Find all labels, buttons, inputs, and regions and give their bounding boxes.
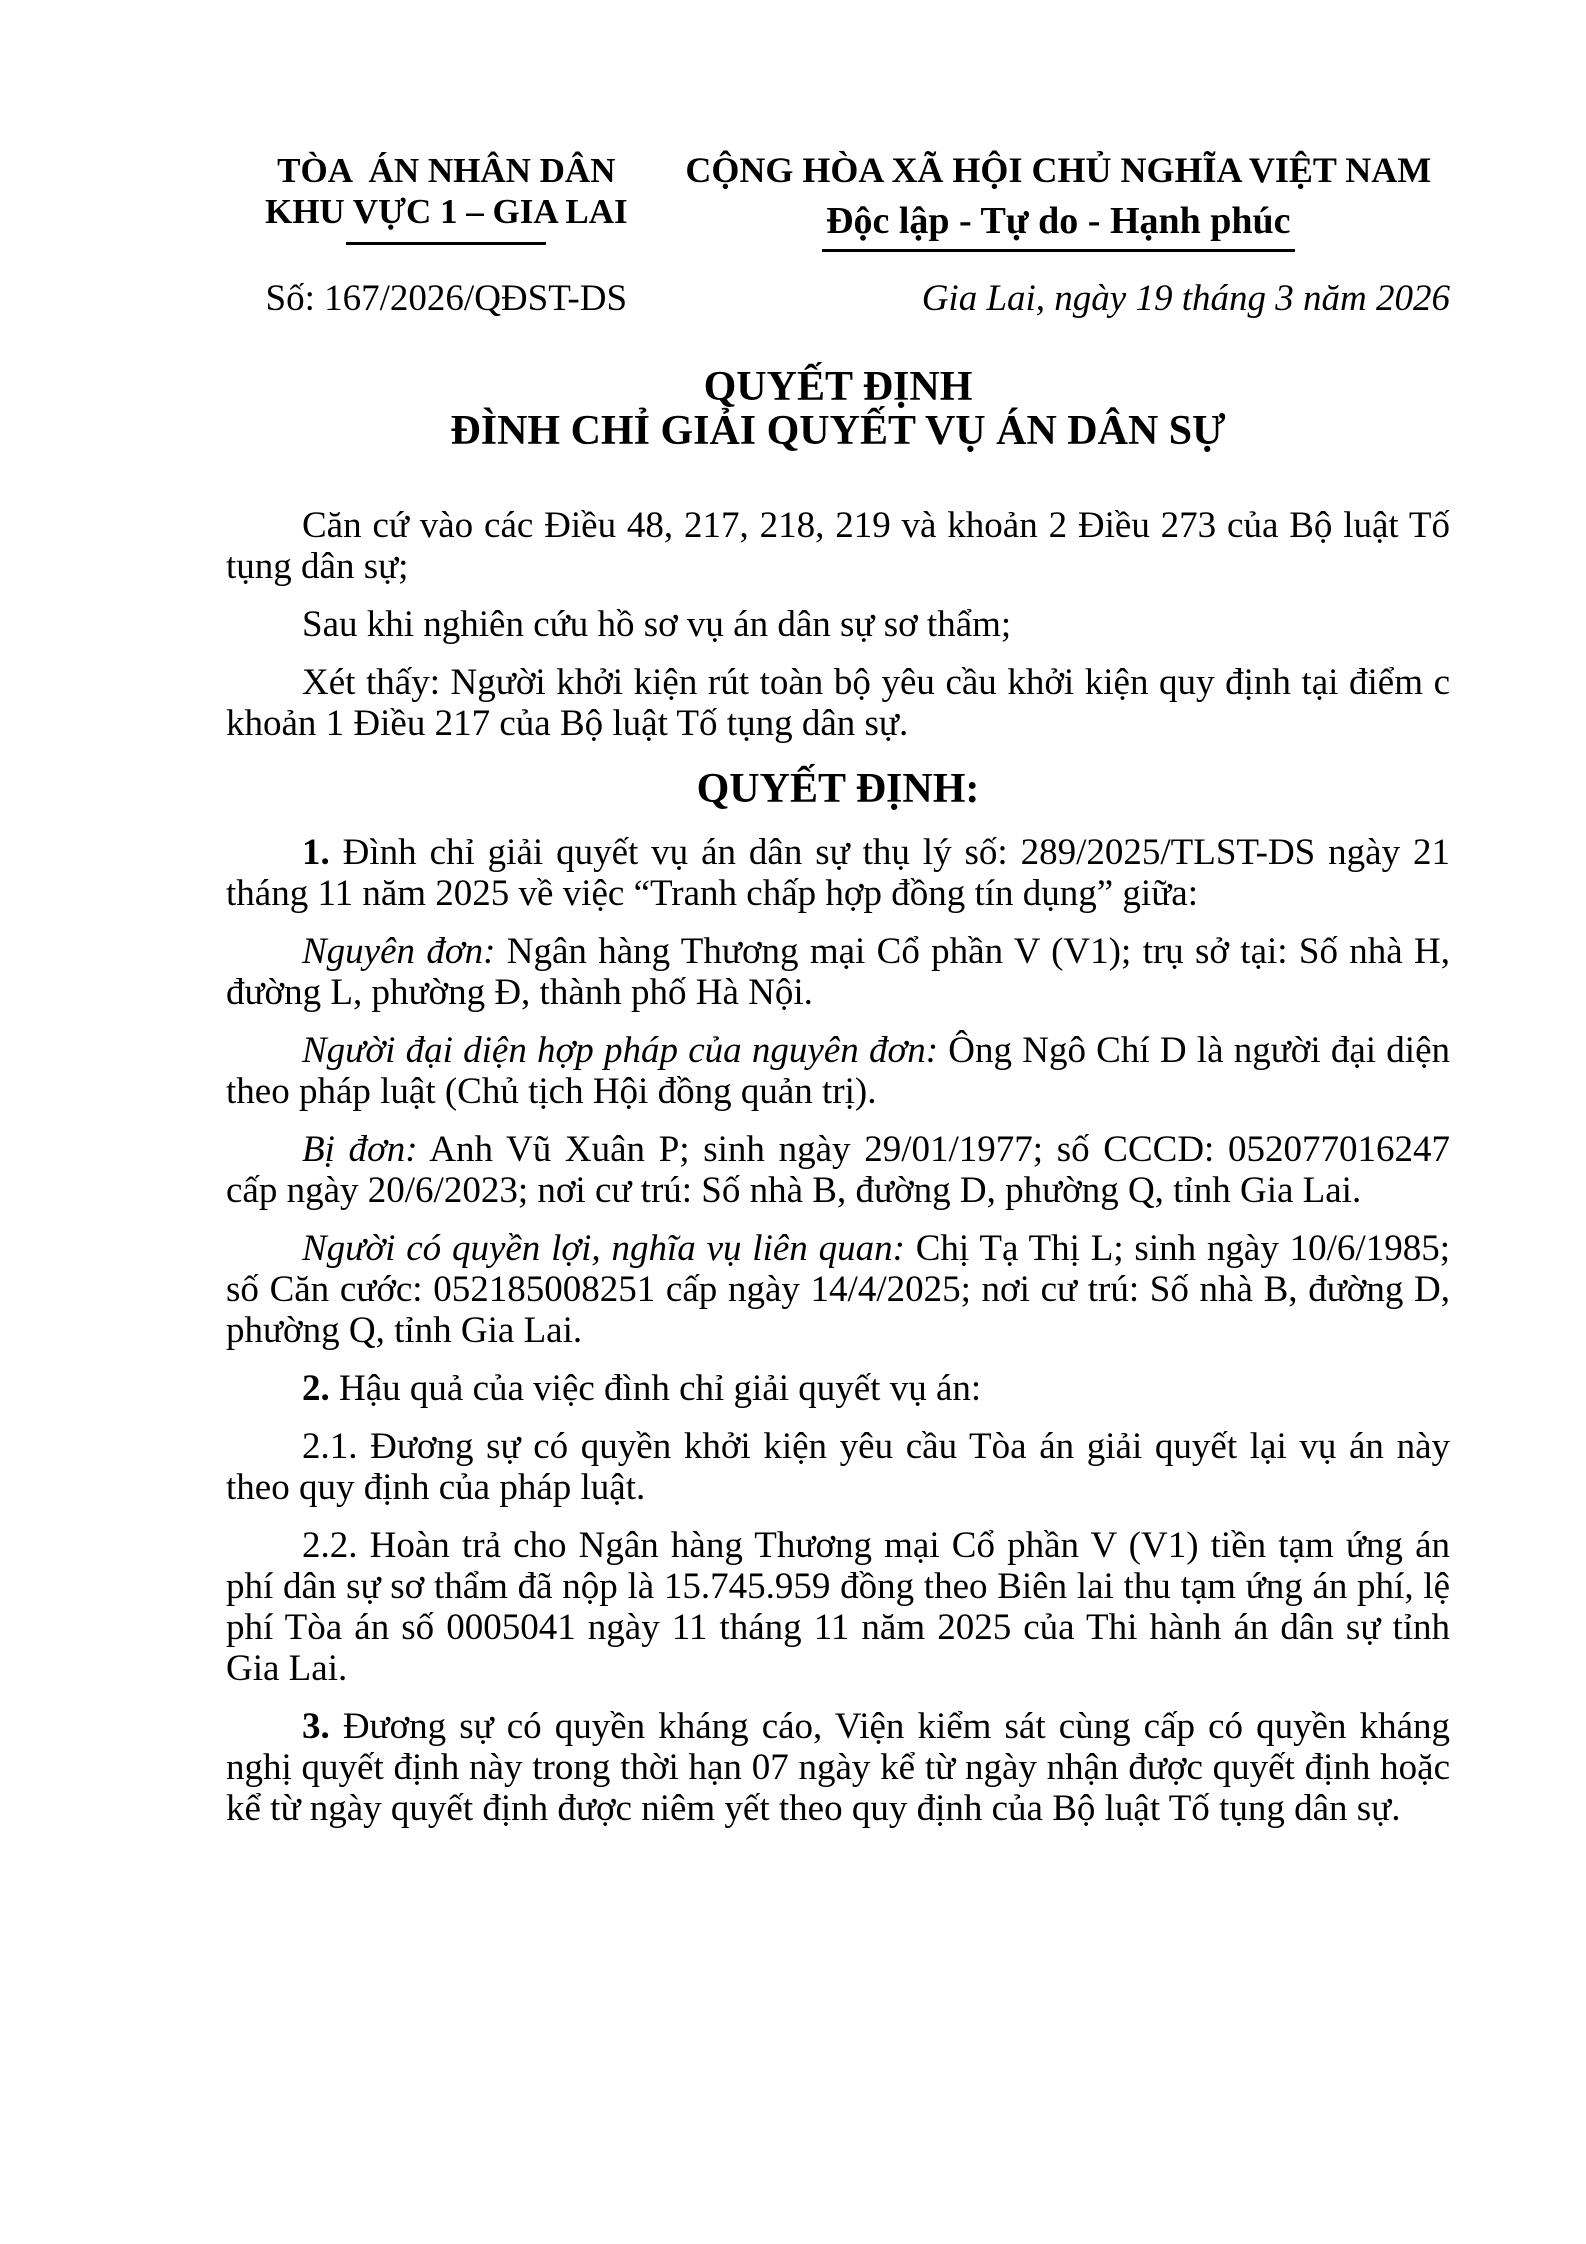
preamble-paragraph-1: Căn cứ vào các Điều 48, 217, 218, 219 và khoản 2 Điều 273 của Bộ luật Tố tụng dân sự; bbox=[226, 505, 1450, 587]
header-meta-row bbox=[226, 278, 1450, 319]
document-title bbox=[226, 365, 1450, 453]
decision-item-3 bbox=[226, 1706, 1450, 1829]
national-motto: Độc lập - Tự do - Hạnh phúc bbox=[822, 199, 1295, 252]
representative-paragraph bbox=[226, 1030, 1450, 1112]
court-name-line1: TÒA ÁN NHÂN DÂN bbox=[277, 151, 616, 190]
court-name-line2: KHU VỰC 1 – GIA LAI bbox=[264, 192, 628, 231]
issuing-court-block bbox=[226, 150, 667, 245]
item-2-text: Hậu quả của việc đình chỉ giải quyết vụ án: bbox=[329, 1368, 982, 1409]
plaintiff-text: Ngân hàng Thương mại Cổ phần V (V1); trụ sở tại: Số nhà H, đường L, phường Đ, thành phố Hà Nội. bbox=[226, 931, 1450, 1013]
item-3-text: Đương sự có quyền kháng cáo, Viện kiểm sát cùng cấp có quyền kháng nghị quyết định này trong thời hạn 07 ngày kể từ ngày nhận được quyết định hoặc kể từ ngày quyết định được niêm yết theo quy định của Bộ luật Tố tụng dân sự. bbox=[226, 1706, 1450, 1829]
related-party-text: Chị Tạ Thị L; sinh ngày 10/6/1985; số Căn cước: 052185008251 cấp ngày 14/4/2025; nơi cư trú: Số nhà B, đường D, phường Q, tỉnh Gia Lai. bbox=[226, 1228, 1450, 1351]
related-party-paragraph bbox=[226, 1228, 1450, 1351]
decision-item-2 bbox=[226, 1368, 1450, 1409]
national-title: CỘNG HÒA XÃ HỘI CHỦ NGHĨA VIỆT NAM bbox=[685, 150, 1432, 190]
national-header-block bbox=[667, 150, 1450, 252]
preamble-paragraph-3: Xét thấy: Người khởi kiện rút toàn bộ yêu cầu khởi kiện quy định tại điểm c khoản 1 Điều 217 của Bộ luật Tố tụng dân sự. bbox=[226, 662, 1450, 744]
item-1-text: Đình chỉ giải quyết vụ án dân sự thụ lý số: 289/2025/TLST-DS ngày 21 tháng 11 năm 2025 về việc “Tranh chấp hợp đồng tín dụng” giữa: bbox=[226, 832, 1450, 914]
item-3-number: 3. bbox=[302, 1706, 330, 1747]
plaintiff-label: Nguyên đơn: bbox=[302, 931, 496, 972]
related-party-label: Người có quyền lợi, nghĩa vụ liên quan: bbox=[302, 1228, 905, 1269]
decision-item-1 bbox=[226, 832, 1450, 914]
defendant-label: Bị đơn: bbox=[302, 1129, 418, 1170]
preamble-paragraph-2: Sau khi nghiên cứu hồ sơ vụ án dân sự sơ thẩm; bbox=[302, 604, 1012, 645]
header-divider-line bbox=[346, 242, 546, 245]
plaintiff-paragraph bbox=[226, 931, 1450, 1013]
defendant-paragraph bbox=[226, 1129, 1450, 1211]
item-2-number: 2. bbox=[302, 1368, 330, 1409]
decision-item-2-1: 2.1. Đương sự có quyền khởi kiện yêu cầu Tòa án giải quyết lại vụ án này theo quy định của pháp luật. bbox=[226, 1426, 1450, 1508]
item-1-number: 1. bbox=[302, 832, 330, 873]
representative-text: Ông Ngô Chí D là người đại diện theo pháp luật (Chủ tịch Hội đồng quản trị). bbox=[226, 1030, 1450, 1112]
document-header bbox=[226, 150, 1450, 252]
national-motto-wrap bbox=[667, 199, 1450, 252]
title-line1: QUYẾT ĐỊNH bbox=[703, 364, 973, 410]
representative-label: Người đại diện hợp pháp của nguyên đơn: bbox=[302, 1030, 939, 1071]
document-body bbox=[226, 505, 1450, 1829]
decision-heading: QUYẾT ĐỊNH: bbox=[696, 766, 980, 812]
decision-item-2-2: 2.2. Hoàn trả cho Ngân hàng Thương mại Cổ phần V (V1) tiền tạm ứng án phí dân sự sơ thẩm đã nộp là 15.745.959 đồng theo Biên lai thu tạm ứng án phí, lệ phí Tòa án số 0005041 ngày 11 tháng 11 năm 2025 của Thi hành án dân sự tỉnh Gia Lai. bbox=[226, 1525, 1450, 1689]
document-number: Số: 167/2026/QĐST-DS bbox=[265, 278, 628, 319]
defendant-text: Anh Vũ Xuân P; sinh ngày 29/01/1977; số CCCD: 052077016247 cấp ngày 20/6/2023; nơi cư trú: Số nhà B, đường D, phường Q, tỉnh Gia Lai. bbox=[226, 1129, 1450, 1211]
place-date-line: Gia Lai, ngày 19 tháng 3 năm 2026 bbox=[921, 278, 1450, 319]
title-line2: ĐÌNH CHỈ GIẢI QUYẾT VỤ ÁN DÂN SỰ bbox=[450, 408, 1226, 454]
